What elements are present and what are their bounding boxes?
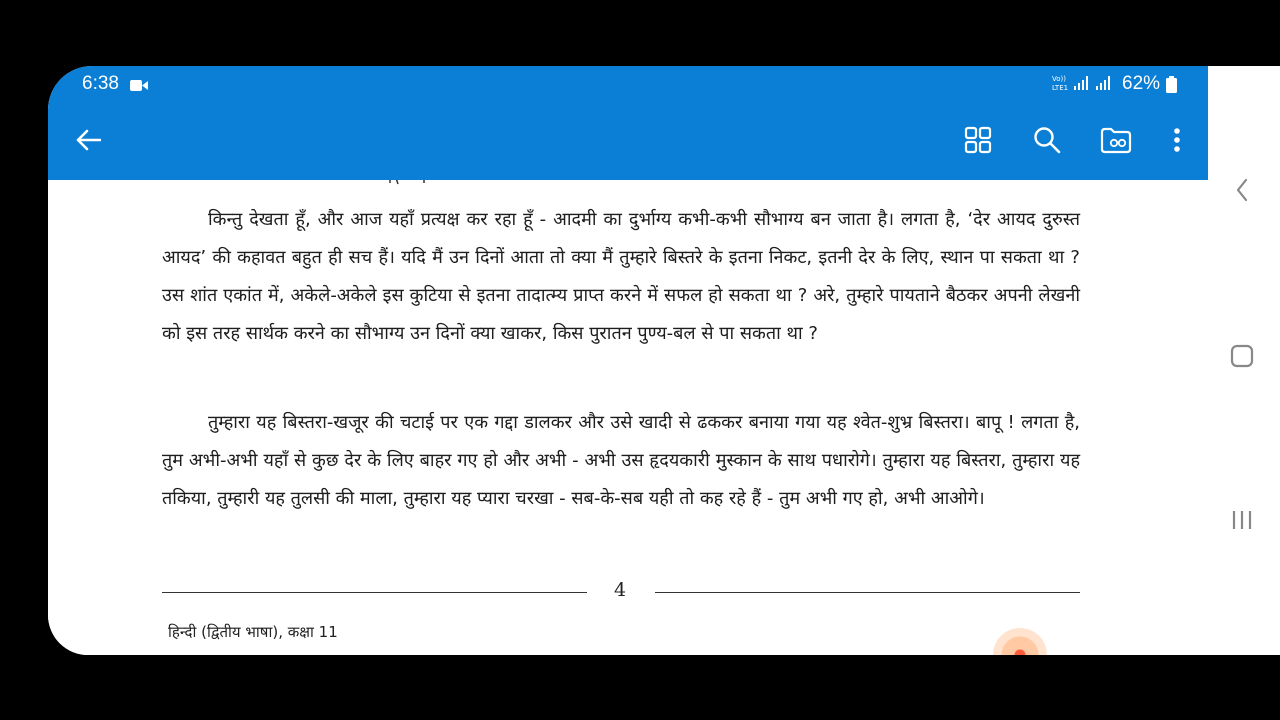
phone-screen (48, 66, 1280, 655)
battery-icon (1166, 76, 1177, 93)
more-vert-icon (1173, 127, 1181, 153)
page-number: 4 (613, 579, 627, 601)
footer-rule-right (655, 592, 1080, 593)
signal-icon (1052, 74, 1118, 92)
paragraph-2: तुम्हारा यह बिस्तरा-खजूर की चटाई पर एक गद्दा डालकर और उसे खादी से ढककर बनाया गया यह श्वेत-शुभ्र बिस्तरा। बापू ! लगता है, तुम अभी-अभी यहाँ से कुछ देर के लिए बाहर गए हो और अभी - अभी उस हृदयकारी मुस्कान के साथ पधारोगे। तुम्हारा यह बिस्तरा, तुम्हारा यह तकिया, तुम्हारी यह तुलसी की माला, तुम्हारा यह प्यारा चरखा - सब-के-सब यही तो कह रहे हैं - तुम अभी गए हो, अभी आओगे। (162, 412, 1080, 509)
paragraph-1: किन्तु देखता हूँ, और आज यहाँ प्रत्यक्ष कर रहा हूँ - आदमी का दुर्भाग्य कभी-कभी सौभाग्य बन जाता है। लगता है, ‘देर आयद दुरुस्त आयद’ की कहावत बहुत ही सच हैं। यदि मैं उन दिनों आता तो क्या मैं तुम्हारे बिस्तरे के इतना निकट, इतनी देर के लिए, स्थान पा सकता था ? उस शांत एकांत में, अकेले-अकेले इस कुटिया से इतना तादात्म्य प्राप्त करने में सफल हो सकता था ? अरे, तुम्हारे पायताने बैठकर अपनी लेखनी को इस तरह सार्थक करने का सौभाग्य उन दिनों क्या खाकर, किस पुरातन पुण्य-बल से पा सकता था ? (162, 209, 1080, 344)
back-button[interactable] (68, 122, 108, 158)
folder-share-button[interactable] (1096, 122, 1136, 158)
battery-percentage: 62% (1122, 73, 1161, 94)
grid-view-button[interactable] (958, 122, 998, 158)
footer-caption: हिन्दी (द्वितीय भाषा), कक्षा 11 (168, 623, 338, 641)
system-nav-bar (1208, 66, 1280, 655)
folder-share-icon (1100, 126, 1132, 154)
home-square-icon (1230, 344, 1254, 372)
search-icon (1033, 126, 1061, 154)
nav-home-button[interactable] (1228, 344, 1256, 372)
nav-back-button[interactable] (1228, 178, 1256, 206)
footer-rule-left (162, 592, 587, 593)
pdf-page-viewer[interactable] (48, 180, 1208, 655)
status-time: 6:38 (82, 73, 119, 94)
nav-recents-button[interactable] (1228, 508, 1256, 536)
back-arrow-icon (75, 129, 101, 151)
svg-text:LTE1: LTE1 (1052, 84, 1069, 92)
search-button[interactable] (1027, 122, 1067, 158)
back-chevron-icon (1235, 178, 1249, 206)
more-options-button[interactable] (1157, 122, 1197, 158)
video-record-icon (130, 77, 148, 90)
svg-text:Vo)): Vo)) (1052, 75, 1066, 83)
app-bar (48, 66, 1208, 180)
cropped-text-fragment (388, 180, 428, 186)
grid-view-icon (964, 126, 992, 154)
recents-icon (1230, 508, 1254, 536)
